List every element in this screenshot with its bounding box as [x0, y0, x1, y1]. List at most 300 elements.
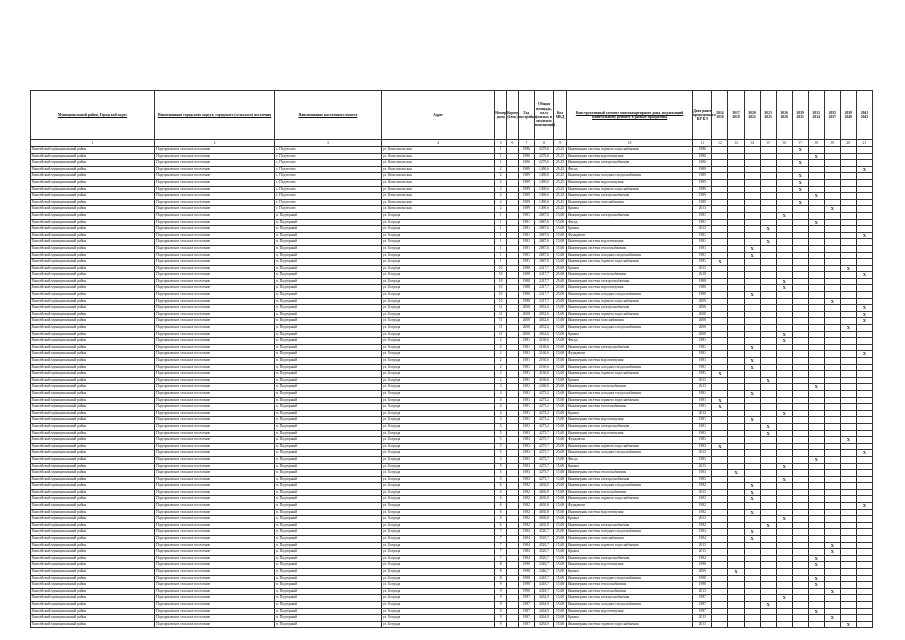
table-cell: Енисейский муниципальный район — [31, 311, 155, 318]
year-mark-cell: X — [808, 608, 824, 615]
year-mark-cell — [808, 232, 824, 239]
table-cell: Енисейский муниципальный район — [31, 615, 155, 622]
table-cell: Подгорновское сельское поселение — [155, 569, 275, 576]
table-cell: 4275,7 — [534, 463, 553, 470]
year-mark-cell: X — [744, 529, 760, 536]
year-mark-cell — [712, 489, 728, 496]
table-cell: 4275,2 — [534, 410, 553, 417]
table-row — [31, 285, 873, 292]
year-mark-cell — [760, 153, 776, 160]
table-cell: Подгорновское сельское поселение — [155, 278, 275, 285]
table-cell: Крыша — [566, 410, 692, 417]
year-mark-cell — [792, 278, 808, 285]
table-cell: Подгорновское сельское поселение — [155, 404, 275, 411]
year-mark-cell — [760, 588, 776, 595]
year-mark-cell — [824, 621, 840, 628]
table-cell: Подгорновское сельское поселение — [155, 529, 275, 536]
year-mark-cell — [824, 390, 840, 397]
year-mark-cell — [824, 305, 840, 312]
year-mark-cell — [808, 305, 824, 312]
year-mark-cell — [760, 476, 776, 483]
table-cell: 4275,7 — [534, 430, 553, 437]
table-cell: 1982 — [518, 483, 534, 490]
header-mkd-count: Кол МКД — [554, 91, 567, 140]
column-number: 5 — [495, 140, 507, 147]
table-cell: Подгорновское сельское поселение — [155, 358, 275, 365]
year-mark-cell — [824, 199, 840, 206]
year-mark-cell — [840, 252, 856, 259]
year-mark-cell — [840, 470, 856, 477]
table-row — [31, 549, 873, 556]
header-year-1: 2014 2016 — [712, 91, 728, 140]
year-mark-cell: X — [856, 305, 872, 312]
table-row — [31, 516, 873, 523]
table-cell: 1983 — [518, 456, 534, 463]
year-mark-cell — [824, 377, 840, 384]
year-mark-cell — [824, 575, 840, 582]
table-cell: Енисейский муниципальный район — [31, 265, 155, 272]
year-mark-cell — [808, 311, 824, 318]
year-mark-cell — [760, 147, 776, 154]
year-mark-cell — [808, 371, 824, 378]
table-cell: 2008 — [518, 311, 534, 318]
table-cell — [507, 621, 519, 628]
year-mark-cell — [840, 516, 856, 523]
table-cell — [507, 562, 519, 569]
year-mark-cell — [840, 377, 856, 384]
table-cell: Крыша — [566, 206, 692, 213]
year-mark-cell — [808, 410, 824, 417]
year-mark-cell — [776, 397, 792, 404]
year-mark-cell — [728, 575, 744, 582]
table-cell: п. Подгорный — [274, 232, 381, 239]
year-mark-cell — [840, 199, 856, 206]
year-mark-cell — [776, 437, 792, 444]
table-cell: 1988 — [518, 292, 534, 299]
table-cell: 2160,6 — [534, 351, 553, 358]
year-mark-cell — [808, 226, 824, 233]
year-mark-cell — [712, 338, 728, 345]
year-mark-cell — [792, 450, 808, 457]
year-mark-cell: X — [824, 206, 840, 213]
year-mark-cell — [744, 298, 760, 305]
table-cell: 4032,6 — [534, 325, 553, 332]
table-cell: 1989 — [518, 199, 534, 206]
year-mark-cell — [856, 463, 872, 470]
table-cell — [507, 542, 519, 549]
table-cell: Инженерная система электроснабжения — [566, 423, 692, 430]
table-cell: Енисейский муниципальный район — [31, 199, 155, 206]
table-cell: Енисейский муниципальный район — [31, 212, 155, 219]
year-mark-cell — [824, 562, 840, 569]
table-cell: Енисейский муниципальный район — [31, 384, 155, 391]
table-cell — [507, 298, 519, 305]
year-mark-cell — [792, 338, 808, 345]
table-row — [31, 199, 873, 206]
year-mark-cell: X — [824, 542, 840, 549]
table-cell: Подгорновское сельское поселение — [155, 536, 275, 543]
year-mark-cell — [808, 259, 824, 266]
year-mark-cell — [792, 423, 808, 430]
year-mark-cell — [776, 153, 792, 160]
table-cell: 15,68 — [554, 621, 567, 628]
year-mark-cell — [760, 193, 776, 200]
table-cell: п. Подгорный — [274, 555, 381, 562]
table-cell: Инженерная система горячего водоснабжения — [566, 397, 692, 404]
year-mark-cell — [712, 575, 728, 582]
column-number: 6 — [507, 140, 519, 147]
year-mark-cell — [744, 226, 760, 233]
year-mark-cell — [840, 397, 856, 404]
year-mark-cell — [728, 509, 744, 516]
table-cell: ул. Комсомольская — [381, 147, 494, 154]
year-mark-cell — [712, 179, 728, 186]
table-cell: Крыша — [566, 615, 692, 622]
table-cell — [507, 219, 519, 226]
table-cell: 15,68 — [554, 245, 567, 252]
table-cell: 9 — [495, 621, 507, 628]
year-mark-cell — [776, 371, 792, 378]
column-number: 11 — [693, 140, 712, 147]
year-mark-cell — [728, 595, 744, 602]
year-mark-cell — [840, 212, 856, 219]
year-mark-cell — [840, 542, 856, 549]
year-mark-cell — [824, 516, 840, 523]
year-mark-cell — [744, 265, 760, 272]
year-mark-cell — [744, 503, 760, 510]
table-cell: ул. Бограда — [381, 536, 494, 543]
table-cell: 2013 — [693, 377, 712, 384]
table-cell: ул. Бограда — [381, 582, 494, 589]
year-mark-cell — [824, 483, 840, 490]
table-cell: 15,68 — [554, 226, 567, 233]
year-mark-cell — [760, 186, 776, 193]
table-cell: 2446,7 — [534, 562, 553, 569]
year-mark-cell — [840, 522, 856, 529]
table-cell: ул. Бограда — [381, 384, 494, 391]
table-cell: 2160,6 — [534, 377, 553, 384]
header-locality: Наименование населенного пункта — [274, 91, 381, 140]
table-body — [31, 147, 873, 628]
year-mark-cell — [776, 423, 792, 430]
table-cell: ул. Бограда — [381, 331, 494, 338]
year-mark-cell — [728, 344, 744, 351]
table-cell: п. Подгорный — [274, 496, 381, 503]
table-cell: 4275,7 — [534, 437, 553, 444]
table-cell: 1989 — [693, 193, 712, 200]
year-mark-cell — [856, 219, 872, 226]
year-mark-cell — [856, 615, 872, 622]
year-mark-cell — [760, 278, 776, 285]
year-mark-cell — [776, 496, 792, 503]
table-cell: 10 — [495, 292, 507, 299]
year-mark-cell — [760, 582, 776, 589]
year-mark-cell — [824, 245, 840, 252]
table-cell: 1981 — [518, 219, 534, 226]
year-mark-cell — [712, 417, 728, 424]
year-mark-cell — [824, 259, 840, 266]
year-mark-cell — [808, 417, 824, 424]
table-cell: п. Подгорный — [274, 443, 381, 450]
table-cell: 4630,8 — [534, 496, 553, 503]
table-cell: 4264,9 — [534, 615, 553, 622]
table-cell: п. Подгорный — [274, 476, 381, 483]
year-mark-cell — [824, 529, 840, 536]
table-cell: 15,68 — [554, 311, 567, 318]
year-mark-cell — [760, 331, 776, 338]
year-mark-cell — [712, 311, 728, 318]
year-mark-cell — [808, 239, 824, 246]
year-mark-cell: X — [808, 582, 824, 589]
year-mark-cell: X — [856, 503, 872, 510]
table-cell: 1983 — [693, 430, 712, 437]
year-mark-cell — [824, 450, 840, 457]
year-mark-cell — [856, 153, 872, 160]
table-cell: Инженерная система электроснабжения — [566, 476, 692, 483]
year-mark-cell — [824, 226, 840, 233]
table-cell: 2 — [495, 193, 507, 200]
table-cell: 2013 — [693, 226, 712, 233]
table-row — [31, 173, 873, 180]
table-row — [31, 160, 873, 167]
table-cell: 4032,6 — [534, 311, 553, 318]
table-cell: 15,68 — [554, 582, 567, 589]
year-mark-cell: X — [792, 147, 808, 154]
table-row — [31, 509, 873, 516]
year-mark-cell: X — [808, 555, 824, 562]
table-cell: 2013 — [693, 206, 712, 213]
table-row — [31, 278, 873, 285]
year-mark-cell — [840, 423, 856, 430]
table-cell: п. Подгорный — [274, 239, 381, 246]
year-mark-cell — [712, 272, 728, 279]
year-mark-cell — [712, 437, 728, 444]
table-cell — [507, 615, 519, 622]
year-mark-cell — [776, 344, 792, 351]
table-cell: Енисейский муниципальный район — [31, 377, 155, 384]
year-mark-cell — [744, 569, 760, 576]
year-mark-cell: X — [712, 259, 728, 266]
table-cell: 2 — [495, 377, 507, 384]
table-cell: Инженерная система холодного водоснабжения — [566, 483, 692, 490]
table-cell — [507, 160, 519, 167]
table-cell: 1981 — [693, 245, 712, 252]
year-mark-cell — [776, 252, 792, 259]
year-mark-cell — [728, 621, 744, 628]
year-mark-cell — [744, 621, 760, 628]
table-cell: 2013 — [693, 588, 712, 595]
year-mark-cell — [824, 437, 840, 444]
year-mark-cell — [744, 173, 760, 180]
table-cell: п. Подгорный — [274, 226, 381, 233]
table-cell: Инженерная система водоотведения — [566, 509, 692, 516]
year-mark-cell — [808, 397, 824, 404]
year-mark-cell — [728, 252, 744, 259]
table-row — [31, 212, 873, 219]
year-mark-cell — [776, 259, 792, 266]
table-cell: 1989 — [518, 206, 534, 213]
table-cell: Подгорновское сельское поселение — [155, 331, 275, 338]
table-cell: 1981 — [518, 259, 534, 266]
table-cell: Подгорновское сельское поселение — [155, 285, 275, 292]
year-mark-cell — [792, 595, 808, 602]
table-cell: 1982 — [518, 516, 534, 523]
table-cell: 1490,6 — [534, 199, 553, 206]
table-cell: ул. Комсомольская — [381, 199, 494, 206]
year-mark-cell — [776, 179, 792, 186]
table-cell: 1988 — [518, 285, 534, 292]
year-mark-cell — [728, 417, 744, 424]
year-mark-cell — [824, 595, 840, 602]
year-mark-cell — [776, 351, 792, 358]
table-row — [31, 252, 873, 259]
year-mark-cell — [856, 344, 872, 351]
year-mark-cell — [856, 278, 872, 285]
year-mark-cell — [792, 377, 808, 384]
year-mark-cell — [712, 245, 728, 252]
column-number: 4 — [381, 140, 494, 147]
year-mark-cell — [760, 542, 776, 549]
table-cell: Подгорновское сельское поселение — [155, 575, 275, 582]
year-mark-cell: X — [792, 160, 808, 167]
year-mark-cell — [808, 285, 824, 292]
year-mark-cell — [792, 555, 808, 562]
table-cell: 2 — [495, 166, 507, 173]
table-cell: Подгорновское сельское поселение — [155, 206, 275, 213]
table-cell: Енисейский муниципальный район — [31, 239, 155, 246]
year-mark-cell — [808, 621, 824, 628]
year-mark-cell — [824, 397, 840, 404]
table-cell: п. Подгорный — [274, 595, 381, 602]
year-mark-cell — [840, 489, 856, 496]
year-mark-cell — [760, 259, 776, 266]
year-mark-cell — [808, 522, 824, 529]
table-cell: п. Подгорный — [274, 430, 381, 437]
year-mark-cell — [856, 437, 872, 444]
table-cell: Енисейский муниципальный район — [31, 496, 155, 503]
year-mark-cell — [856, 199, 872, 206]
year-mark-cell — [712, 456, 728, 463]
table-cell: 4630,8 — [534, 522, 553, 529]
table-cell: ул. Бограда — [381, 292, 494, 299]
table-cell: п. Подгорный — [274, 390, 381, 397]
year-mark-cell — [792, 569, 808, 576]
table-cell: Енисейский муниципальный район — [31, 522, 155, 529]
year-mark-cell — [728, 278, 744, 285]
year-mark-cell — [744, 193, 760, 200]
table-cell: 4275,2 — [534, 397, 553, 404]
table-cell: Подгорновское сельское поселение — [155, 601, 275, 608]
table-cell: 15,68 — [554, 338, 567, 345]
table-cell: Енисейский муниципальный район — [31, 509, 155, 516]
year-mark-cell — [808, 179, 824, 186]
table-row — [31, 569, 873, 576]
table-cell — [507, 259, 519, 266]
table-cell: 1988 — [518, 265, 534, 272]
year-mark-cell — [712, 292, 728, 299]
table-cell: Инженерная система теплоснабжения — [566, 588, 692, 595]
year-mark-cell: X — [808, 575, 824, 582]
year-mark-cell — [760, 595, 776, 602]
table-cell: Инженерная система водоотведения — [566, 417, 692, 424]
year-mark-cell — [728, 476, 744, 483]
table-cell: 1989 — [693, 186, 712, 193]
year-mark-cell — [808, 173, 824, 180]
year-mark-cell — [824, 232, 840, 239]
year-mark-cell — [840, 272, 856, 279]
header-year-4: 2023 2025 — [760, 91, 776, 140]
table-cell: 1989 — [518, 193, 534, 200]
column-number: 12 — [712, 140, 728, 147]
table-cell: Инженерная система горячего водоснабжения — [566, 259, 692, 266]
table-cell — [507, 450, 519, 457]
year-mark-cell — [824, 503, 840, 510]
year-mark-cell — [744, 166, 760, 173]
year-mark-cell — [856, 325, 872, 332]
year-mark-cell — [712, 588, 728, 595]
year-mark-cell — [760, 555, 776, 562]
year-mark-cell — [856, 377, 872, 384]
year-mark-cell — [744, 470, 760, 477]
column-number: 8 — [534, 140, 553, 147]
table-cell: п. Подгорный — [274, 437, 381, 444]
table-cell: 25,25 — [554, 153, 567, 160]
year-mark-cell — [824, 193, 840, 200]
table-cell: 2013 — [693, 384, 712, 391]
table-cell: 25,68 — [554, 265, 567, 272]
table-cell: 1983 — [693, 470, 712, 477]
table-row — [31, 272, 873, 279]
year-mark-cell — [824, 509, 840, 516]
year-mark-cell — [792, 219, 808, 226]
table-cell: 4630,8 — [534, 503, 553, 510]
year-mark-cell — [728, 193, 744, 200]
year-mark-cell — [744, 311, 760, 318]
year-mark-cell — [712, 206, 728, 213]
table-cell: Енисейский муниципальный район — [31, 397, 155, 404]
table-cell: Подгорновское сельское поселение — [155, 463, 275, 470]
table-cell: 2687,6 — [534, 219, 553, 226]
table-cell: Подгорновское сельское поселение — [155, 239, 275, 246]
table-cell: 2 — [495, 199, 507, 206]
table-cell: Подгорновское сельское поселение — [155, 582, 275, 589]
table-cell: 1998 — [518, 562, 534, 569]
year-mark-cell — [824, 384, 840, 391]
table-cell: Крыша — [566, 549, 692, 556]
table-cell: Крыша — [566, 226, 692, 233]
year-mark-cell — [792, 456, 808, 463]
table-cell: 5 — [495, 437, 507, 444]
table-cell: Енисейский муниципальный район — [31, 555, 155, 562]
table-cell — [507, 166, 519, 173]
table-row — [31, 575, 873, 582]
table-cell: ул. Бограда — [381, 364, 494, 371]
year-mark-cell — [824, 582, 840, 589]
year-mark-cell — [808, 358, 824, 365]
table-cell: 25,68 — [554, 298, 567, 305]
table-cell: Енисейский муниципальный район — [31, 147, 155, 154]
table-cell: с. Подтесово — [274, 147, 381, 154]
table-cell: п. Подгорный — [274, 536, 381, 543]
year-mark-cell — [776, 311, 792, 318]
table-cell: 15,68 — [554, 423, 567, 430]
table-cell: 15,68 — [554, 397, 567, 404]
year-mark-cell — [712, 601, 728, 608]
table-cell: 2013 — [693, 489, 712, 496]
table-row — [31, 298, 873, 305]
year-mark-cell — [728, 522, 744, 529]
table-cell: 4032,6 — [534, 331, 553, 338]
